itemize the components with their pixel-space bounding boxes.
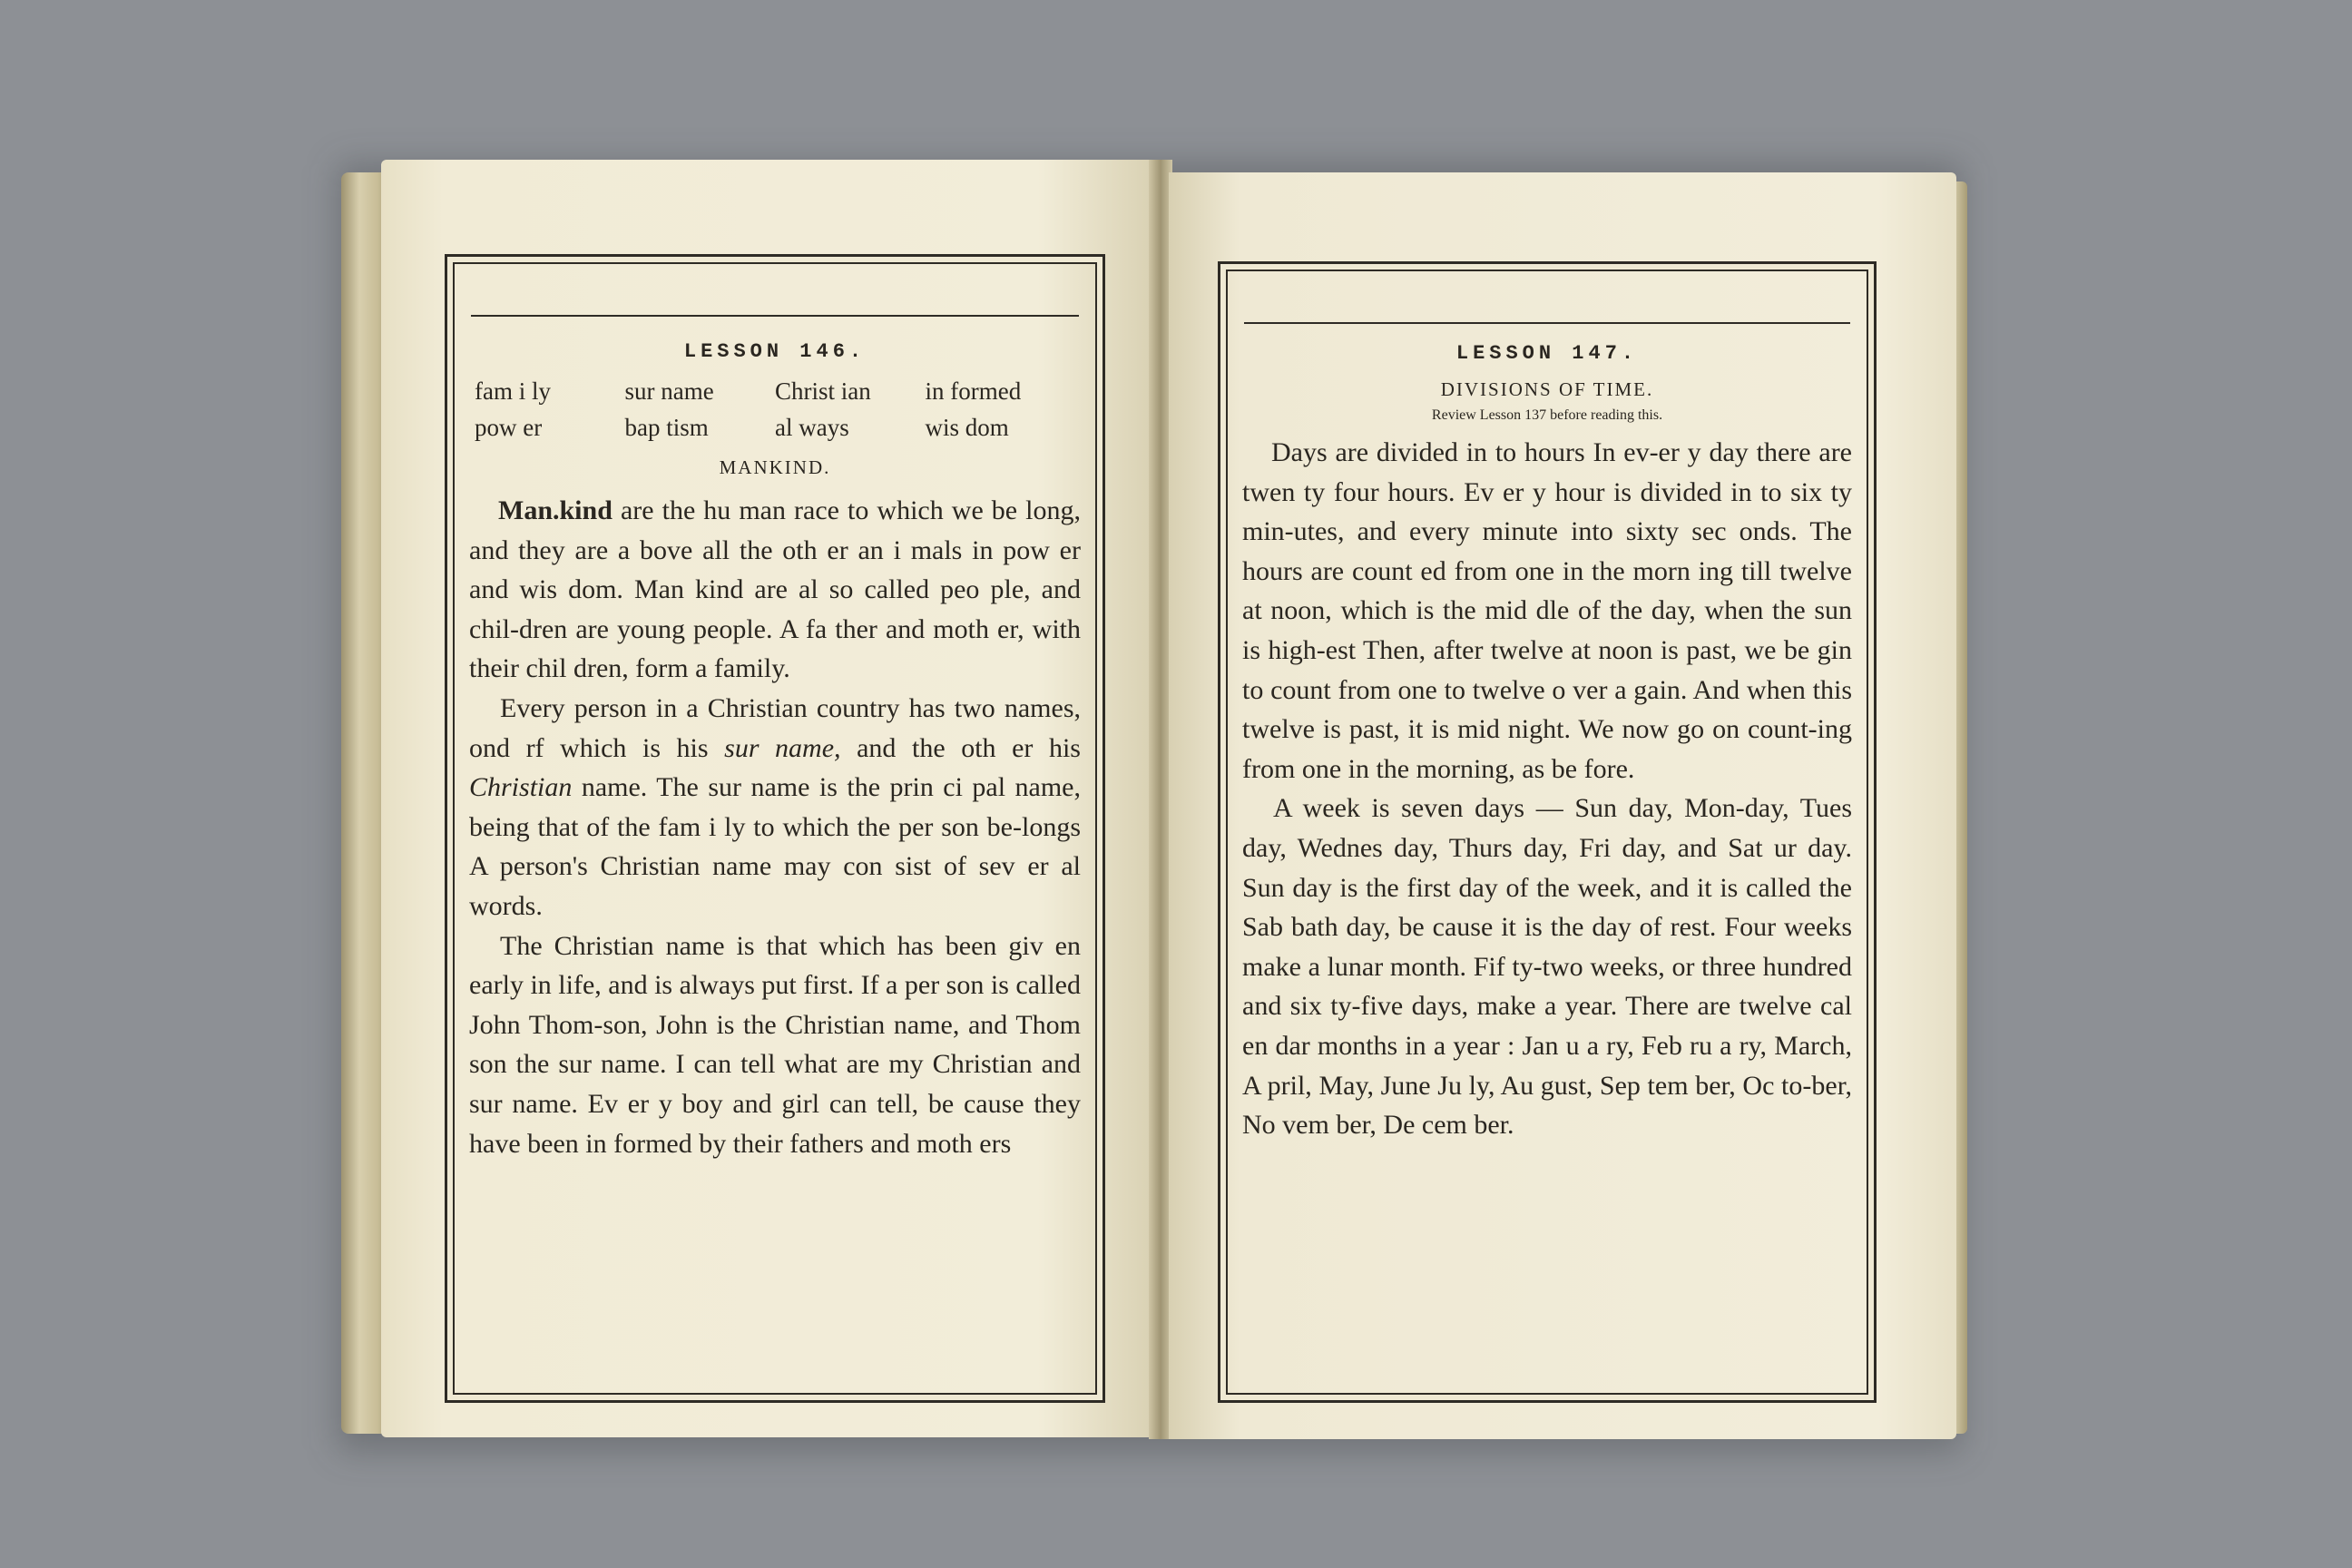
right-page-border: [1218, 261, 1877, 1403]
body-text: [1242, 433, 1852, 1145]
left-page-border: [445, 254, 1105, 1403]
header-rule: [1244, 322, 1850, 324]
italic-term: sur name,: [724, 732, 841, 763]
left-page-content: [460, 270, 1090, 1387]
lead-word: Man.kind: [498, 495, 612, 525]
page-edges-right: [1955, 181, 1967, 1434]
vocab-word: bap tism: [624, 414, 709, 441]
vocab-word: Christ ian: [775, 377, 871, 405]
paragraph: The Christian name is that which has been giv en early in life, and is always put first. If a per son is called John Thom-son, John is the Christian name, and Thom son the sur name. I can tell what are my Christian and sur name. Ev er y boy and girl can tell, be cause they have been in formed by their fathers and moth ers: [469, 930, 1081, 1159]
vocab-word: al ways: [775, 414, 849, 441]
paragraph-text: name. The sur name is the prin ci pal name, being that of the fam i ly to which the per son be-longs A person's Christian name may con sist of sev er al words.: [469, 772, 1081, 921]
right-page: [1169, 172, 1956, 1439]
header-rule: [471, 315, 1079, 317]
paragraph: [469, 689, 1081, 926]
vocab-word: fam i ly: [475, 377, 551, 405]
lesson-heading: LESSON 146.: [683, 340, 867, 363]
right-page-content: [1233, 277, 1861, 1387]
review-note: Review Lesson 137 before reading this.: [1431, 407, 1663, 423]
paragraph: A week is seven days — Sun day, Mon-day, Tues day, Wednes day, Thurs day, Fri day, and Sat ur day. Sun day is the first day of the week, and it is called the Sab bath day, be cause it is the day of rest. Four weeks make a lunar month. Fif ty-two weeks, or three hundred and six ty-five days, make a year. There are twelve cal en dar months in a year : Jan u a ry, Feb ru a ry, March, A pril, May, June Ju ly, Au gust, Sep tem ber, Oc to-ber, No vem ber, De cem ber.: [1242, 793, 1852, 1141]
vocab-word: pow er: [475, 414, 543, 441]
vocab-word: in formed: [925, 377, 1022, 405]
section-title: MANKIND.: [719, 456, 831, 478]
section-title: DIVISIONS OF TIME.: [1440, 378, 1654, 400]
italic-term: Christian: [469, 772, 573, 803]
lesson-heading: LESSON 147.: [1455, 342, 1639, 365]
paragraph-text: and the oth er his: [840, 732, 1081, 763]
open-book: [341, 160, 1965, 1444]
vocab-word: sur name: [624, 377, 714, 405]
left-page: [381, 160, 1154, 1437]
paragraph-text: Every person in a Christian country has two names, ond rf which is his: [469, 692, 1081, 763]
paragraph: [469, 491, 1081, 689]
vocabulary-list: [475, 375, 1075, 444]
vocab-word: wis dom: [925, 414, 1009, 441]
paragraph: Days are divided in to hours In ev-er y day there are twen ty four hours. Ev er y hour is divided in to six ty min-utes, and every minute into sixty sec onds. The hours are count ed from one in the morn ing till twelve at noon, which is the mid dle of the day, when the sun is high-est Then, after twelve at noon is past, we be gin to count from one to twelve o ver a gain. And when this twelve is past, it is mid night. We now go on count-ing from one in the morning, as be fore.: [1242, 437, 1852, 784]
body-text: [469, 491, 1081, 1163]
page-edges-left: [341, 172, 387, 1434]
paragraph-text: are the hu man race to which we be long, and they are a bove all the oth er an i mals in pow er and wis dom. Man kind are al so called peo ple, and chil-dren are young people. A fa ther and moth er, with their chil dren, form a family.: [469, 495, 1081, 684]
